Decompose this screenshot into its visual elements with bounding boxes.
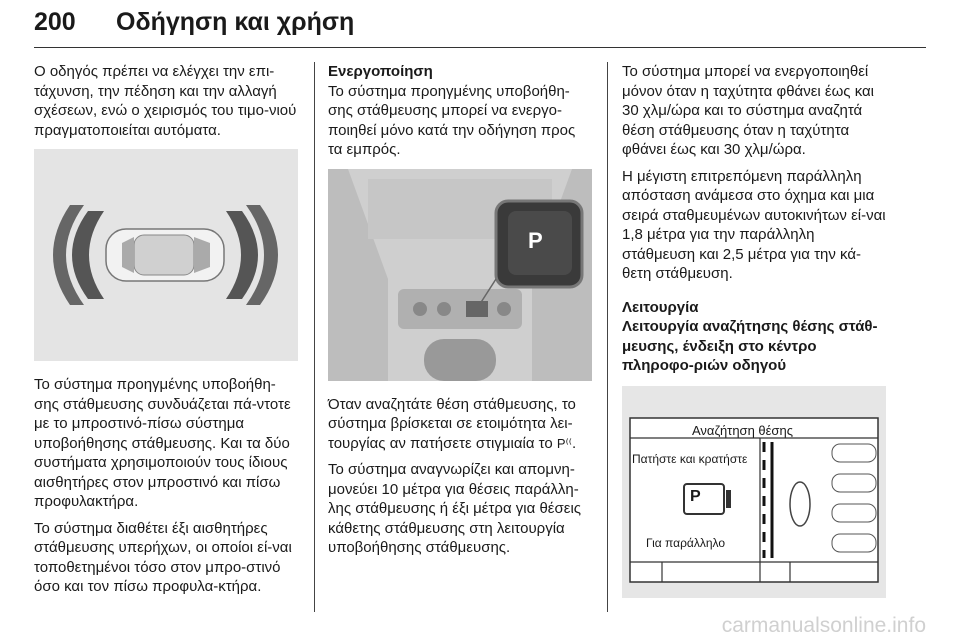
- column-2: [328, 62, 592, 565]
- col3-para-1: Το σύστημα μπορεί να ενεργοποιηθεί μόνον όταν η ταχύτητα φθάνει έως και 30 χλμ/ώρα και το σύστημα αναζητά θέση στάθμευσης όταν η ταχύτητα φθάνει έως και 30 χλμ/ώρα.: [622, 63, 875, 158]
- col1-para-3: Το σύστημα διαθέτει έξι αισθητήρες στάθμευσης υπερήχων, οι οποίοι εί-ναι τοποθετημένοι τόσο στον μπρο-στινό όσο και τον πίσω προφυλα-κτήρα.: [34, 519, 292, 595]
- display-mode: Για παράλληλο: [646, 535, 726, 550]
- page-header: [34, 6, 926, 48]
- display-instruction: Πατήστε και κρατήστε: [632, 451, 748, 466]
- page-number: 200: [34, 8, 76, 36]
- col2-para-3: Το σύστημα αναγνωρίζει και απομνη-μονεύει 10 μέτρα για θέσεις παράλλη-λης στάθμευσης ή έξι μέτρα για θέσεις κάθετης στάθμευσης στη λειτουργία υποβοήθησης στάθμευσης.: [328, 461, 582, 556]
- col2-para-2-end: .: [571, 434, 577, 452]
- console-photo: [328, 169, 592, 381]
- column-1: [34, 62, 298, 604]
- column-3: [622, 62, 890, 612]
- col3-para-2: Η μέγιστη επιτρεπόμενη παράλληλη απόσταση ανάμεσα στο όχημα και μια σειρά σταθμευμένων αυτοκινήτων εί-ναι 1,8 μέτρα για την παράλληλη στάθμευση και 2,5 μέτρα για την κά-θετη στάθμευση.: [622, 167, 886, 282]
- function-heading: Λειτουργία: [622, 298, 699, 316]
- console-illustration: [328, 169, 592, 381]
- display-figure: [622, 386, 886, 598]
- parking-button-label: P: [528, 227, 543, 253]
- parking-assist-icon: P⁽⁽: [556, 435, 572, 451]
- page-title: Οδήγηση και χρήση: [116, 8, 355, 36]
- display-parking-icon: P: [690, 487, 701, 505]
- col2-para-1: Το σύστημα προηγμένης υποβοήθη-σης στάθμευσης μπορεί να ενεργο-ποιηθεί μόνο κατά την οδήγηση προς τα εμπρός.: [328, 82, 576, 158]
- col2-para-2: [328, 395, 592, 454]
- header-rule: [34, 47, 926, 48]
- watermark: carmanualsonline.info: [721, 614, 926, 637]
- sensor-diagram: [34, 149, 298, 361]
- col1-para-2: Το σύστημα προηγμένης υποβοήθη-σης στάθμευσης συνδυάζεται πά-ντοτε με το μπροστινό-πίσω σύστημα υποβοήθησης στάθμευσης. Και τα δύο συστήματα χρησιμοποιούν τους ίδιους αισθητήρες στον μπροστινό και πίσω προφυλακτήρα.: [34, 376, 291, 510]
- column-divider-2: [607, 62, 608, 612]
- search-mode-heading: Λειτουργία αναζήτησης θέσης στάθ-μευσης, ένδειξη στο κέντρο πληροφο-ριών οδηγού: [622, 318, 878, 374]
- col1-para-1: Ο οδηγός πρέπει να ελέγχει την επι-τάχυνση, την πέδηση και την αλλαγή σχέσεων, ενώ ο χειρισμός του τιμο-νιού πραγματοποιείται αυτόματα.: [34, 63, 297, 139]
- column-divider-1: [314, 62, 315, 612]
- driver-info-display: [622, 386, 886, 598]
- activation-heading: Ενεργοποίηση: [328, 63, 433, 80]
- col2-para-2-text: Όταν αναζητάτε θέση στάθμευσης, το σύστημα βρίσκεται σε ετοιμότητα λει-τουργίας αν πατήσετε στιγμιαία το: [328, 395, 576, 452]
- car-sensor-illustration: [34, 149, 298, 361]
- display-title: Αναζήτηση θέσης: [692, 422, 793, 438]
